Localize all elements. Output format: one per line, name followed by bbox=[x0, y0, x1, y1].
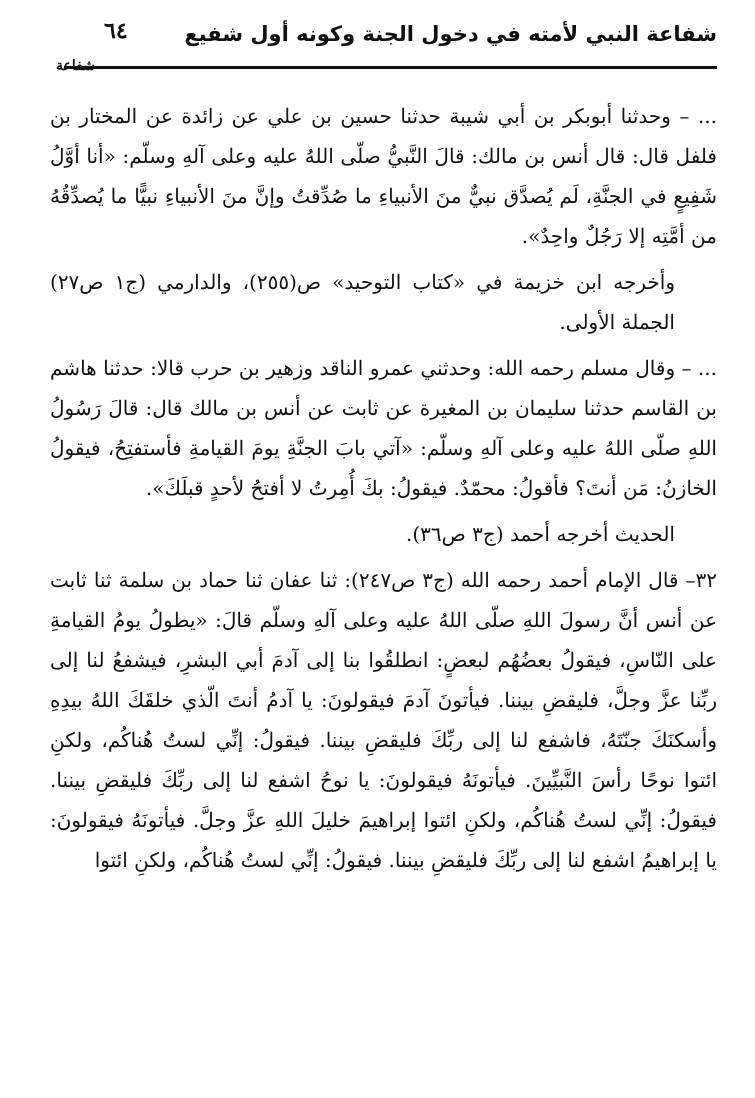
paragraph-hadith-1: ... – وحدثنا أبوبكر بن أبي شيبة حدثنا حسين بن علي عن زائدة عن المختار بن فلفل قال: قال أنس بن مالك: قالَ النَّبيُّ صلّى اللهُ عليه وعلى آلهِ وسلّم: «أنا أوَّلُ شَفِيعٍ في الجنَّةِ، لَم يُصدَّق نبيٌّ منَ الأنبياءِ ما صُدِّقتُ وإنَّ منَ الأنبياءِ نبيًّا ما يُصدِّقُهُ من أمَّتِه إلا رَجُلٌ واحِدٌ». bbox=[50, 104, 717, 248]
page-number: ٦٤ bbox=[104, 18, 128, 44]
running-header bbox=[56, 18, 717, 74]
paragraph-takhrij-2: الحديث أخرجه أحمد (ج٣ ص٣٦). bbox=[405, 522, 675, 546]
paragraph-hadith-32: ٣٢– قال الإمام أحمد رحمه الله (ج٣ ص٢٤٧): ثنا عفان ثنا حماد بن سلمة ثنا ثابت عن أنس أنَّ رسولَ اللهِ صلّى اللهُ عليه وعلى آلهِ وسلّم قالَ: «يطولُ يومُ القيامةِ على النّاسِ، فيقولُ بعضُهُم لبعضٍ: انطلقُوا بنا إلى آدمَ أبي البشرِ، فيشفعُ لنا إلى ربِّنا عزَّ وجلَّ، فليقضِ بيننا. فيأتونَ آدمَ فيقولونَ: يا آدمُ أنتَ الّذي خلقَكَ اللهُ بيدِهِ وأسكنَكَ جنّتَهُ، فاشفع لنا إلى ربِّكَ فليقضِ بيننا. فيقولُ: إنِّي لستُ هُناكُم، ولكنِ ائتوا نوحًا رأسَ النَّبيِّينَ. فيأتونَهُ فيقولونَ: يا نوحُ اشفع لنا إلى ربِّكَ فليقضِ بيننا. فيقولُ: إنِّي لستُ هُناكُم، ولكنِ ائتوا إبراهيمَ خليلَ اللهِ عزَّ وجلَّ. فيأتونَهُ فيقولونَ: يا إبراهيمُ اشفع لنا إلى ربِّكَ فليقضِ بيننا. فيقولُ: إنِّي لستُ هُناكُم، ولكنِ ائتوا bbox=[50, 568, 718, 872]
paragraph-hadith-2: ... – وقال مسلم رحمه الله: وحدثني عمرو الناقد وزهير بن حرب قالا: حدثنا هاشم بن القاسم حدثنا سليمان بن المغيرة عن ثابت عن أنس بن مالك قال: قالَ رَسُولُ اللهِ صلّى اللهُ عليه وعلى آلهِ وسلّم: «آتي بابَ الجنَّةِ يومَ القيامةِ فأستفتِحُ، فيقولُ الخازنُ: مَن أنتَ؟ فأقولُ: محمّدٌ. فيقولُ: بكَ أُمِرتُ لا أفتحُ لأحدٍ قبلَكَ». bbox=[50, 356, 717, 500]
header-title: شفاعة النبي لأمته في دخول الجنة وكونه أول شفيع bbox=[184, 22, 717, 46]
paragraph-takhrij-1: وأخرجه ابن خزيمة في «كتاب التوحيد» ص(٢٥٥)، والدارمي (ج١ ص٢٧) الجملة الأولى. bbox=[50, 270, 675, 334]
header-mark: شفاعة bbox=[56, 58, 95, 74]
header-rule bbox=[64, 66, 717, 69]
page-body bbox=[50, 96, 717, 886]
